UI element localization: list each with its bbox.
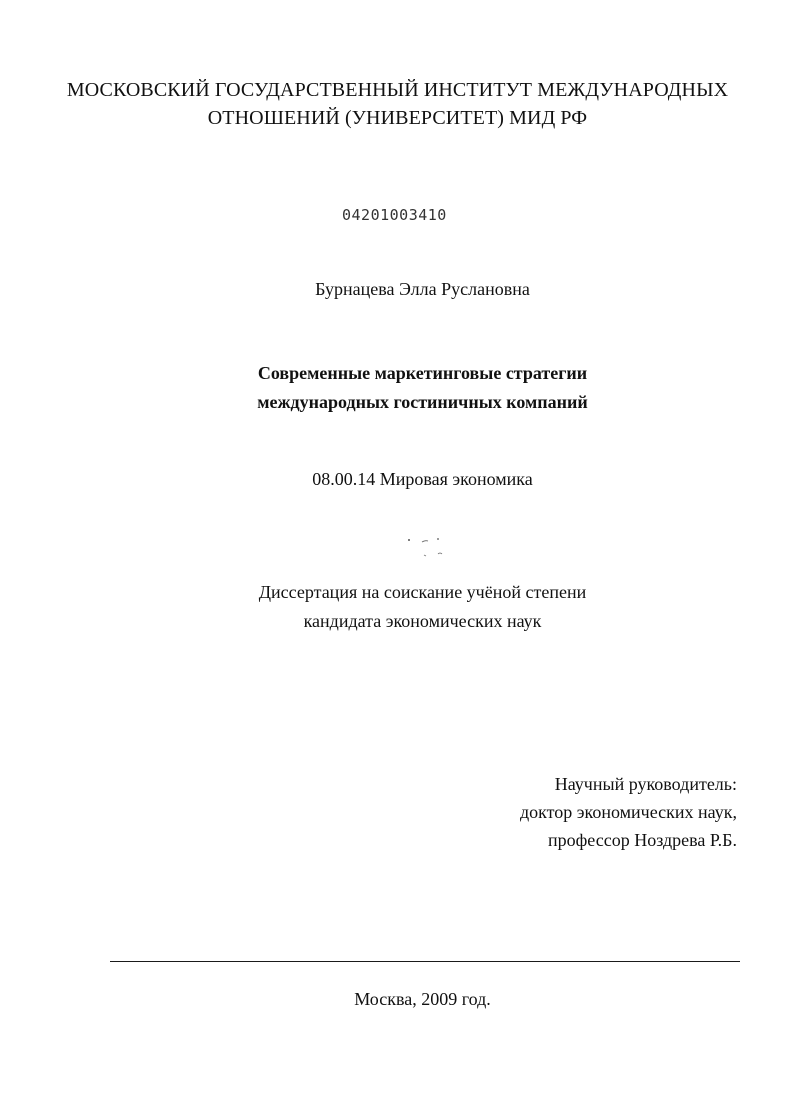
institution-header: [0, 76, 795, 132]
title-line-1: Современные маркетинговые стратегии: [257, 363, 588, 383]
scan-specks: [400, 533, 450, 563]
supervisor-name: профессор Ноздрева Р.Б.: [548, 830, 737, 850]
supervisor-degree: доктор экономических наук,: [520, 802, 737, 822]
supervisor-label: Научный руководитель:: [554, 774, 737, 794]
place-and-year: Москва, 2009 год.: [354, 989, 491, 1009]
author-name: Бурнацева Элла Руслановна: [315, 279, 530, 299]
institution-line-2: ОТНОШЕНИЙ (УНИВЕРСИТЕТ) МИД РФ: [207, 107, 588, 129]
degree-line-2: кандидата экономических наук: [303, 611, 542, 631]
institution-line-1: МОСКОВСКИЙ ГОСУДАРСТВЕННЫЙ ИНСТИТУТ МЕЖДУНАРОДНЫХ: [66, 79, 729, 101]
dissertation-title: [0, 359, 795, 417]
archive-code: 04201003410: [342, 206, 447, 224]
title-line-2: международных гостиничных компаний: [257, 392, 588, 412]
degree-line-1: Диссертация на соискание учёной степени: [258, 582, 587, 602]
footer-divider: [110, 961, 740, 962]
supervisor-block: [520, 770, 737, 854]
degree-statement: [0, 578, 795, 636]
specialty-code: 08.00.14 Мировая экономика: [312, 469, 533, 489]
